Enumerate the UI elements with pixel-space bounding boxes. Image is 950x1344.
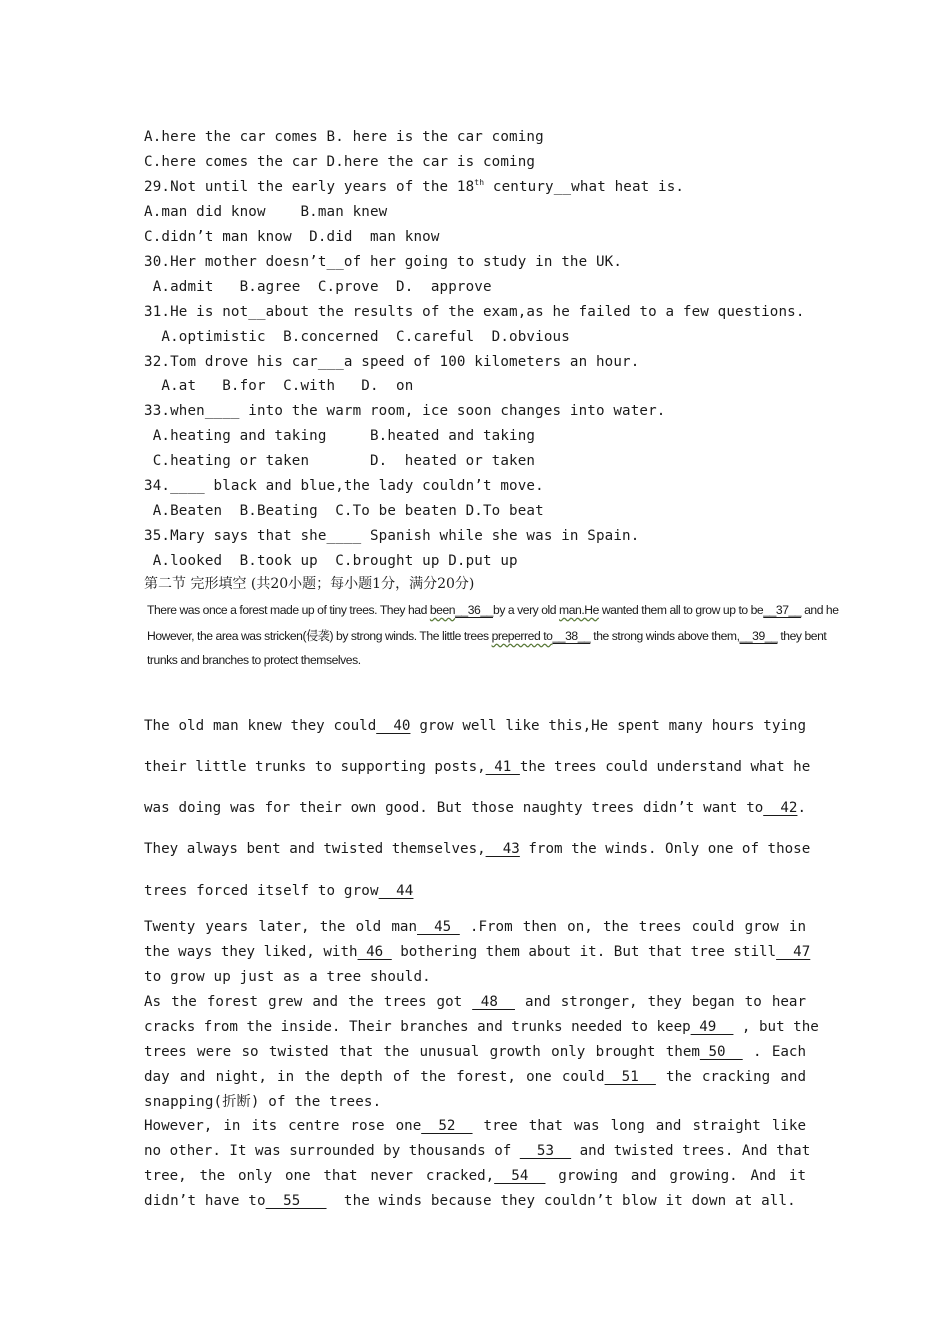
cloze-text: the trees could understand what he [519, 759, 811, 775]
cloze-text: growing and growing. And it [545, 1168, 806, 1184]
q35-stem: 35.Mary says that she____ Spanish while she was in Spain. [144, 528, 640, 544]
q33-stem: 33.when____ into the warm room, ice soon changes into water. [144, 403, 666, 419]
cloze-intro-text: the strong winds above them, [590, 629, 740, 643]
para1-line-1 [144, 917, 806, 937]
q33-options-cd: C.heating or taken D. heated or taken [144, 453, 536, 469]
wavy-underlined-word: been [429, 603, 456, 617]
q32-stem: 32.Tom drove his car___a speed of 100 kilometers an hour. [144, 354, 640, 370]
para2-line-1 [144, 992, 806, 1012]
blank-49: _49__ [690, 1019, 734, 1035]
wavy-underlined-word: man.He [559, 603, 599, 617]
blank-38: __38__ [552, 629, 591, 643]
para3-line-4 [144, 1191, 796, 1211]
cloze-text: . [797, 800, 806, 816]
cloze-text: the ways they liked, with [144, 944, 358, 960]
blank-48: _48__ [472, 994, 515, 1010]
cloze-text: was doing was for their own good. But those naughty trees didn’t want to [144, 800, 764, 816]
q30-stem: 30.Her mother doesn’t__of her going to study in the UK. [144, 254, 623, 270]
cloze-text: no other. It was surrounded by thousands of [144, 1143, 520, 1159]
cloze-text: tree, the only one that never cracked, [144, 1168, 495, 1184]
cloze-text: . Each [742, 1044, 806, 1060]
para1-line-2 [144, 942, 811, 962]
para2-line-4 [144, 1067, 806, 1087]
blank-43: __43 [485, 841, 520, 857]
cloze-intro-text: they bent [777, 629, 827, 643]
q34-options: A.Beaten B.Beating C.To be beaten D.To beat [144, 503, 544, 519]
blank-40: __40 [376, 718, 411, 734]
cloze-intro-text: by a very old [493, 603, 560, 617]
cloze-text: As the forest grew and the trees got [144, 994, 473, 1010]
cloze-text: Twenty years later, the old man [144, 919, 418, 935]
q29-stem-pre: 29.Not until the early years of the 18 [144, 179, 475, 195]
blank-47: __47 [776, 944, 811, 960]
cloze-text: bothering them about it. But that tree still [391, 944, 777, 960]
blank-36: __36__ [455, 603, 494, 617]
blank-53: __53__ [519, 1143, 572, 1159]
cloze-text: the winds because they couldn’t blow it down at all. [326, 1193, 796, 1209]
cloze-wide-line-1 [144, 716, 806, 736]
q34-stem: 34.____ black and blue,the lady couldn’t move. [144, 478, 544, 494]
blank-42: __42 [763, 800, 798, 816]
cloze-text: the cracking and [655, 1069, 806, 1085]
cloze-text: from the winds. Only one of those [519, 841, 811, 857]
cloze-text: However, in its centre rose one [144, 1118, 422, 1134]
cloze-text: day and night, in the depth of the forest, one could [144, 1069, 605, 1085]
blank-44: __44 [378, 883, 414, 899]
blank-54: __54__ [494, 1168, 546, 1184]
blank-46: _46_ [357, 944, 392, 960]
q31-stem: 31.He is not__about the results of the exam,as he failed to a few questions. [144, 304, 805, 320]
cloze-text: trees forced itself to grow [144, 883, 379, 899]
blank-39: __39__ [739, 629, 778, 643]
cloze-wide-line-3 [144, 798, 806, 818]
cloze-wide-line-2 [144, 757, 811, 777]
cloze-text: They always bent and twisted themselves, [144, 841, 486, 857]
q28-options-ab: A.here the car comes B. here is the car coming [144, 129, 544, 145]
para3-line-2 [144, 1141, 811, 1161]
cloze-text: cracks from the inside. Their branches and trunks needed to keep [144, 1019, 691, 1035]
q29-stem-post: century__what heat is. [484, 179, 685, 195]
cloze-text: The old man knew they could [144, 718, 377, 734]
q29-options-ab: A.man did know B.man knew [144, 204, 388, 220]
cloze-text: .From then on, the trees could grow in [459, 919, 807, 935]
section-heading: 第二节 完形填空 (共20小题；每小题1分，满分20分) [144, 576, 475, 592]
cloze-text: their little trunks to supporting posts, [144, 759, 486, 775]
cloze-intro-line-1 [147, 601, 839, 619]
cloze-text: tree that was long and straight like [472, 1118, 806, 1134]
wavy-underlined-word: preperred to [491, 629, 553, 643]
cloze-intro-text: There was once a forest made up of tiny trees. They had [147, 603, 430, 617]
cloze-intro-line-3: trunks and branches to protect themselves. [147, 653, 361, 667]
cloze-intro-text: and he [801, 603, 839, 617]
q30-options: A.admit B.agree C.prove D. approve [144, 279, 492, 295]
cloze-text: , but the [733, 1019, 819, 1035]
q32-options: A.at B.for C.with D. on [144, 378, 414, 394]
blank-37: __37__ [763, 603, 802, 617]
cloze-text: and twisted trees. And that [571, 1143, 811, 1159]
para2-line-3 [144, 1042, 806, 1062]
q31-options: A.optimistic B.concerned C.careful D.obvious [144, 329, 570, 345]
cloze-wide-line-4 [144, 839, 811, 859]
blank-52: __52__ [421, 1118, 473, 1134]
cloze-wide-line-5 [144, 881, 413, 901]
para3-line-3 [144, 1166, 806, 1186]
q29-superscript: th [474, 178, 485, 187]
cloze-intro-text: However, the area was stricken(侵袭) by strong winds. The little trees [147, 629, 492, 643]
para1-line-3: to grow up just as a tree should. [144, 969, 431, 985]
cloze-text: and stronger, they began to hear [514, 994, 806, 1010]
cloze-text: grow well like this,He spent many hours tying [410, 718, 807, 734]
blank-50: _50__ [699, 1044, 743, 1060]
blank-51: __51__ [604, 1069, 656, 1085]
q33-options-ab: A.heating and taking B.heated and taking [144, 428, 536, 444]
cloze-text: didn’t have to [144, 1193, 266, 1209]
para3-line-1 [144, 1116, 806, 1136]
blank-41: _41_ [485, 759, 520, 775]
q29-options-cd: C.didn’t man know D.did man know [144, 229, 440, 245]
cloze-intro-line-2 [147, 627, 826, 645]
q35-options: A.looked B.took up C.brought up D.put up [144, 553, 518, 569]
blank-45: __45_ [417, 919, 460, 935]
q28-options-cd: C.here comes the car D.here the car is coming [144, 154, 536, 170]
q29-stem [144, 177, 684, 197]
para2-line-2 [144, 1017, 819, 1037]
para2-line-5: snapping(折断) of the trees. [144, 1094, 382, 1110]
cloze-text: trees were so twisted that the unusual growth only brought them [144, 1044, 700, 1060]
cloze-intro-text: wanted them all to grow up to be [598, 603, 764, 617]
blank-55: __55___ [265, 1193, 327, 1209]
